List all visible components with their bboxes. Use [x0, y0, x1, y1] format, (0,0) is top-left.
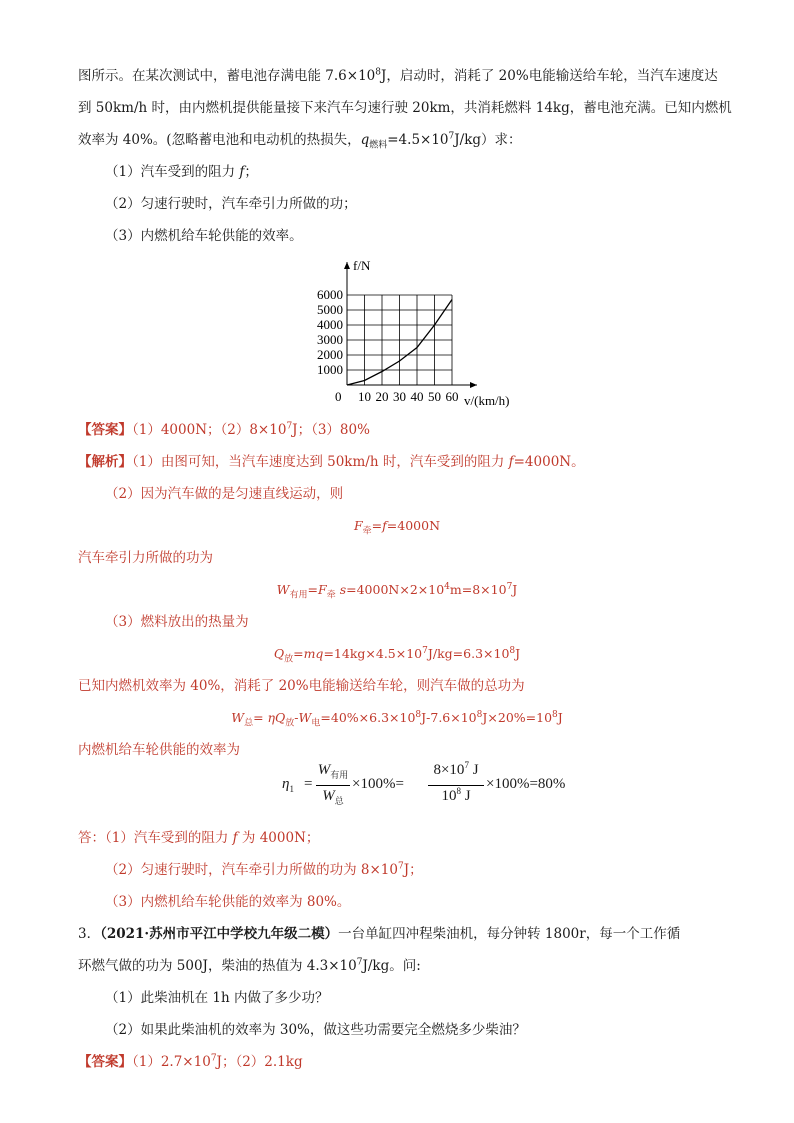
question-1: （1）汽车受到的阻力 f；: [105, 164, 258, 180]
chart-grid: [347, 295, 452, 385]
analysis-line-5: 已知内燃机效率为 40%，消耗了 20%电能输送给车轮，则汽车做的总功为: [78, 678, 525, 694]
x-tick-label: 50: [428, 389, 441, 404]
intro-line-2: 到 50km/h 时，由内燃机提供能量接下来汽车匀速行驶 20km，共消耗燃料 14kg，蓄电池充满。已知内燃机: [78, 100, 732, 116]
y-tick-label: 4000: [317, 317, 343, 332]
question-3-line-2: 环燃气做的功为 500J，柴油的热值为 $4.3\times 10^7J/kg$。问:: [78, 957, 421, 974]
equation-3: $Q_放=mq=14kg\times 4.5\times 10^7J/kg=6.3\times 10^8J$: [273, 645, 521, 665]
question-3: （3）内燃机给车轮供能的效率。: [105, 228, 303, 244]
x-axis-label: v/(km/h): [464, 393, 510, 408]
analysis-line-6: 内燃机给车轮供能的效率为: [78, 742, 240, 758]
y-tick-labels: [317, 287, 343, 377]
intro-line-3: 效率为 40%。(忽略蓄电池和电动机的热损失，$q_{燃料}=4.5\times 10^7J/kg$）求：: [78, 131, 522, 151]
x-tick-label: 30: [393, 389, 406, 404]
intro-line-1: 图所示。在某次测试中，蓄电池存满电能 $7.6\times 10^8J$，启动时，消耗了 20%电能输送给车轮，当汽车速度达: [78, 67, 718, 84]
analysis-line-3: 汽车牵引力所做的功为: [78, 550, 213, 566]
conclusion-line-1: 答：（1）汽车受到的阻力 f 为 4000N；: [78, 830, 320, 846]
answer-line: 【答案】（1）4000N；$(2)8\times 10^7J$；（3）80%: [78, 421, 370, 438]
x-tick-labels: [358, 389, 459, 404]
equation-1: $F_牵=f=4000N$: [353, 518, 441, 537]
equation-4: $W_总= \eta Q_放-W_电=40\%\times 6.3\times 10^8J-7.6\times 10^8J\times 20\%=10^8J$: [231, 709, 563, 729]
analysis-line-4: （3）燃料放出的热量为: [105, 614, 249, 630]
y-tick-label: 1000: [317, 362, 343, 377]
question-3-answer: 【答案】$(1)2.7\times 10^7J$；（2）2.1kg: [78, 1053, 303, 1070]
question-3-line-1: 3．（2021·苏州市平江中学校九年级二模）一台单缸四冲程柴油机，每分钟转 1800r，每一个工作循: [78, 926, 681, 942]
x-tick-label: 60: [445, 389, 459, 404]
y-axis-label: f/N: [353, 258, 371, 273]
x-tick-label: 40: [410, 389, 424, 404]
origin-label: 0: [335, 389, 342, 404]
conclusion-line-2: （2）匀速行驶时，汽车牵引力所做的功为 $8\times 10^7J$；: [105, 861, 423, 878]
conclusion-line-3: （3）内燃机给车轮供能的效率为 80%。: [105, 894, 351, 910]
y-tick-label: 5000: [317, 302, 343, 317]
y-tick-label: 6000: [317, 287, 343, 302]
question-3-sub-2: （2）如果此柴油机的效率为 30%，做这些功需要完全燃烧多少柴油？: [105, 1022, 526, 1038]
y-tick-label: 2000: [317, 347, 343, 362]
question-3-sub-1: （1）此柴油机在 1h 内做了多少功？: [105, 990, 329, 1006]
x-tick-label: 10: [358, 389, 371, 404]
x-tick-label: 20: [375, 389, 389, 404]
resistance-speed-chart: [290, 252, 510, 412]
question-2: （2）匀速行驶时，汽车牵引力所做的功；: [105, 196, 357, 212]
analysis-line-1: 【解析】（1）由图可知，当汽车速度达到 50km/h 时，汽车受到的阻力 f=4000N。: [78, 454, 585, 470]
analysis-line-2: （2）因为汽车做的是匀速直线运动，则: [105, 486, 344, 502]
equation-2: $W_{有用}=F_牵$ $s=4000N\times 2\times 10^4m=8\times 10^7J$: [276, 581, 518, 601]
x-axis-arrow: [470, 382, 477, 388]
y-tick-label: 3000: [317, 332, 343, 347]
y-axis-arrow: [344, 262, 350, 269]
